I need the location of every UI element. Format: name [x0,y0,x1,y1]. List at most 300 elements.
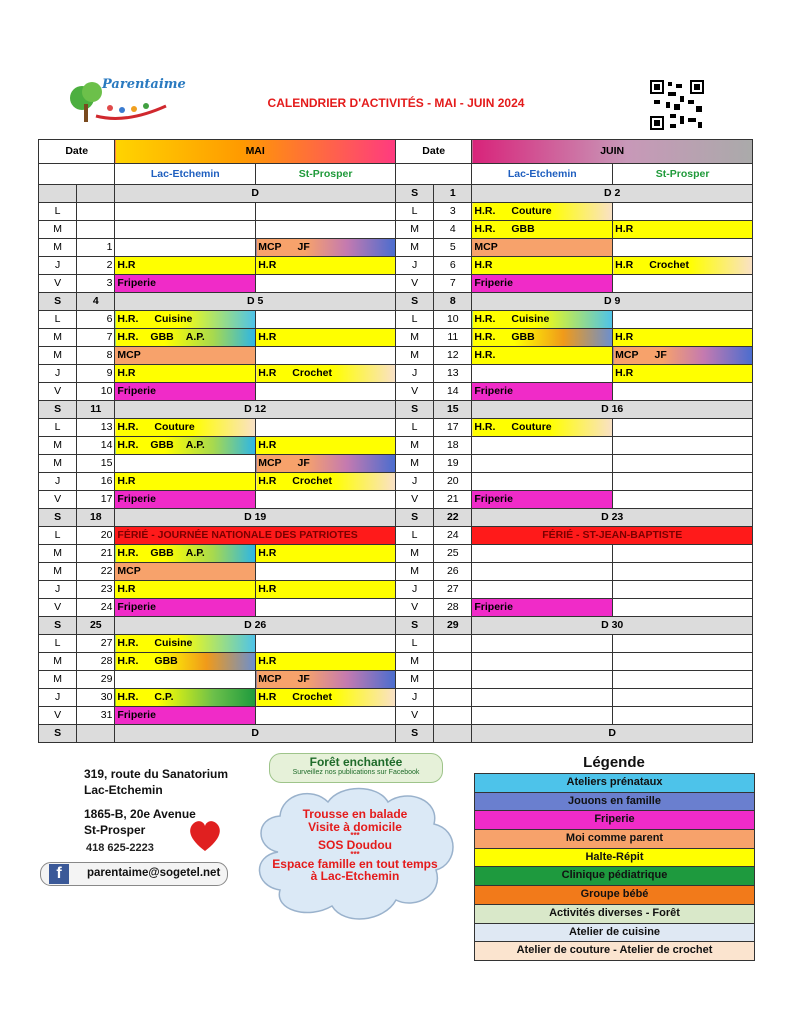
activity-part: H.R [474,259,493,271]
activity-part: MCP [474,241,498,253]
juin-stp-cell [613,707,753,725]
activity-part: H.R [117,583,136,595]
mai-weekday: M [39,671,77,689]
facebook-icon: f [49,864,69,884]
juin-stp-cell [613,455,753,473]
juin-lac-cell [472,473,613,491]
mai-lac-cell [115,707,256,725]
juin-lac-cell [472,329,613,347]
juin-stp-cell [613,545,753,563]
mai-lac-cell [115,275,256,293]
table-row [39,401,753,419]
mai-weekday: V [39,707,77,725]
foret-subtitle: Surveillez nos publications sur Facebook [292,769,420,776]
juin-weekday: S [395,725,433,743]
table-row [39,419,753,437]
juin-weekday: V [395,491,433,509]
activity-part: Cuisine [154,637,193,649]
activity-part: H.R [258,475,277,487]
juin-stp-cell [613,347,753,365]
address-line: 319, route du Sanatorium [84,767,229,781]
table-row [39,545,753,563]
juin-daynum: 4 [434,221,472,239]
activity-label [474,239,610,256]
activity-part: H.R. [474,331,496,343]
activity-part: H.R. [474,421,496,433]
juin-lac-cell [472,239,613,257]
mai-stp-cell [256,311,396,329]
juin-stp-cell [613,563,753,581]
juin-weekday: M [395,455,433,473]
mai-daynum: 2 [77,257,115,275]
mai-stp-cell [256,689,396,707]
mai-weekday: S [39,401,77,419]
juin-lac-cell [472,257,613,275]
juin-daynum: 28 [434,599,472,617]
mai-weekday: L [39,635,77,653]
address-lac-etchemin [84,766,228,798]
mai-daynum: 31 [77,707,115,725]
activity-part: H.R. [117,439,139,451]
activity-part: C.P. [154,691,174,703]
cloud-item: Visite à domicile [308,819,402,834]
activity-part: H.R [258,583,277,595]
mai-weekday: J [39,365,77,383]
mai-weekday: M [39,329,77,347]
mai-lac-cell [115,599,256,617]
mai-daynum: 14 [77,437,115,455]
activity-part: H.R [615,367,634,379]
mai-stp-cell [256,257,396,275]
mai-weekday: L [39,527,77,545]
activity-part: GBB [150,331,174,343]
mai-daynum: 4 [77,293,115,311]
mai-lac-cell [115,365,256,383]
mai-daynum: 27 [77,635,115,653]
activity-label [258,257,393,274]
activity-part: JF [654,349,667,361]
qr-code-icon [650,80,704,130]
activity-part: H.R [258,547,277,559]
table-row [39,293,753,311]
mai-lac-cell [115,257,256,275]
activity-label [258,653,393,670]
mai-weekday: J [39,473,77,491]
mai-stp-header: St-Prosper [256,164,396,185]
activity-part: H.R. [474,223,496,235]
mai-daynum: 8 [77,347,115,365]
juin-month-header: JUIN [472,140,753,164]
juin-daynum: 21 [434,491,472,509]
table-row [39,617,753,635]
activity-part: Friperie [474,277,513,289]
table-row [39,581,753,599]
activity-part: MCP [117,349,141,361]
activity-label [117,653,253,670]
mai-weekday: J [39,581,77,599]
activity-label [474,599,610,616]
cloud-item: Espace famille en tout temps [272,856,438,871]
juin-daynum [434,707,472,725]
juin-daynum: 12 [434,347,472,365]
table-row [39,455,753,473]
juin-weekday: S [395,401,433,419]
juin-lac-cell [472,671,613,689]
mai-stp-cell [256,383,396,401]
juin-lac-header: Lac-Etchemin [472,164,613,185]
juin-weekday: V [395,383,433,401]
table-row [39,185,753,203]
juin-stp-cell [613,635,753,653]
table-row [39,329,753,347]
mai-daynum: 9 [77,365,115,383]
activity-part: Friperie [117,493,156,505]
juin-daynum: 10 [434,311,472,329]
table-row [39,437,753,455]
juin-daynum [434,671,472,689]
activity-label [474,329,610,346]
legend-title: Légende [583,754,645,771]
activity-label [258,239,393,256]
cloud-separator: *** [350,849,360,859]
mai-daynum [77,725,115,743]
mai-weekday: M [39,239,77,257]
phone-number: 418 625-2223 [86,842,154,854]
activity-label [117,329,253,346]
mai-weekday: M [39,545,77,563]
juin-lac-cell [472,437,613,455]
juin-weekday: M [395,239,433,257]
mai-weekday: M [39,221,77,239]
mai-stp-cell [256,563,396,581]
juin-stp-cell [613,329,753,347]
activity-part: H.R [117,367,136,379]
juin-weekday: M [395,437,433,455]
juin-lac-cell [472,581,613,599]
logo-text: Parentaime [102,77,186,92]
address-line: St-Prosper [84,823,146,837]
mai-weekday [39,185,77,203]
activity-part: Couture [154,421,195,433]
juin-weekday: M [395,653,433,671]
mai-daynum: 23 [77,581,115,599]
mai-weekday: S [39,617,77,635]
activity-part: H.R [258,259,277,271]
activity-part: JF [297,241,310,253]
juin-stp-cell [613,257,753,275]
juin-daynum: 22 [434,509,472,527]
juin-weekday: L [395,311,433,329]
juin-daynum: 3 [434,203,472,221]
mai-lac-cell [115,473,256,491]
mai-daynum: 21 [77,545,115,563]
activity-label [258,473,393,490]
activity-part: Couture [511,421,552,433]
juin-stp-cell [613,491,753,509]
juin-weekday: J [395,473,433,491]
mai-stp-cell [256,491,396,509]
activity-part: A.P. [185,331,205,343]
juin-stp-cell [613,437,753,455]
activity-label [474,221,610,238]
juin-weekday: M [395,545,433,563]
juin-stp-cell [613,581,753,599]
activity-label [258,437,393,454]
mai-daynum: 15 [77,455,115,473]
mai-weekday: J [39,689,77,707]
juin-daynum: 6 [434,257,472,275]
activity-part: Crochet [649,259,689,271]
activity-label [117,581,253,598]
mai-weekday: V [39,383,77,401]
juin-weekday: S [395,509,433,527]
mai-stp-cell [256,203,396,221]
juin-lac-cell [472,419,613,437]
mai-lac-cell [115,329,256,347]
mai-daynum: 10 [77,383,115,401]
mai-stp-cell [256,671,396,689]
cloud-item: SOS Doudou [318,838,392,852]
mai-sunday: D 19 [115,509,396,527]
mai-sunday: D 5 [115,293,396,311]
cloud-separator: *** [350,831,360,840]
mai-lac-cell [115,239,256,257]
mai-daynum: 6 [77,311,115,329]
address-st-prosper [84,806,196,838]
mai-lac-cell [115,221,256,239]
activity-part: MCP [615,349,639,361]
mai-weekday: V [39,599,77,617]
activity-label [117,419,253,436]
mai-stp-cell [256,599,396,617]
juin-daynum: 18 [434,437,472,455]
juin-weekday: V [395,599,433,617]
activity-part: Crochet [292,691,332,703]
cloud-item: Trousse en balade [302,807,408,821]
mai-weekday: S [39,293,77,311]
activity-label [258,455,393,472]
activity-part: H.R. [474,313,496,325]
table-row [39,653,753,671]
activity-label [474,491,610,508]
mai-stp-cell [256,365,396,383]
table-row [39,671,753,689]
juin-sunday: D 2 [472,185,753,203]
activity-part: H.R [258,331,277,343]
mai-stp-cell [256,221,396,239]
mai-lac-cell [115,581,256,599]
facebook-contact[interactable] [40,862,228,886]
mai-lac-cell [115,671,256,689]
mai-daynum: 18 [77,509,115,527]
juin-stp-cell [613,653,753,671]
activity-label [117,311,253,328]
juin-lac-cell [472,545,613,563]
juin-weekday: L [395,203,433,221]
mai-daynum [77,221,115,239]
juin-stp-header: St-Prosper [613,164,753,185]
juin-lac-cell [472,455,613,473]
juin-weekday: J [395,365,433,383]
table-row [39,689,753,707]
mai-daynum: 16 [77,473,115,491]
mai-lac-cell [115,203,256,221]
activity-label [117,707,253,724]
mai-daynum: 7 [77,329,115,347]
mai-stp-cell [256,329,396,347]
mai-daynum: 20 [77,527,115,545]
activity-label [117,275,253,292]
activity-label [258,365,393,382]
table-row [39,707,753,725]
mai-lac-cell [115,689,256,707]
mai-lac-cell [115,653,256,671]
juin-weekday: L [395,419,433,437]
mai-daynum: 11 [77,401,115,419]
juin-stp-cell [613,599,753,617]
juin-daynum: 19 [434,455,472,473]
juin-stp-cell [613,419,753,437]
activity-part: Cuisine [511,313,550,325]
table-row [39,509,753,527]
activity-label [258,329,393,346]
mai-stp-cell [256,473,396,491]
activity-label [615,329,750,346]
activity-part: Friperie [117,709,156,721]
activity-part: H.R. [117,637,139,649]
mai-weekday: S [39,509,77,527]
juin-daynum: 8 [434,293,472,311]
mai-stp-cell [256,635,396,653]
juin-sunday: D [472,725,753,743]
juin-lac-cell [472,347,613,365]
mai-lac-cell [115,419,256,437]
table-row [39,365,753,383]
mai-weekday: V [39,491,77,509]
juin-lac-cell [472,653,613,671]
juin-daynum: 29 [434,617,472,635]
juin-daynum [434,653,472,671]
activity-label [615,347,750,364]
juin-lac-cell [472,635,613,653]
table-row [39,527,753,545]
juin-stp-cell [613,275,753,293]
page-title: CALENDRIER D'ACTIVITÉS - MAI - JUIN 2024 [267,96,525,110]
juin-holiday: FÉRIÉ - ST-JEAN-BAPTISTE [472,527,753,545]
table-row [39,257,753,275]
activity-part: H.R [258,439,277,451]
table-row [39,473,753,491]
mai-daynum: 1 [77,239,115,257]
juin-stp-cell [613,383,753,401]
activity-part: H.R [615,259,634,271]
mai-lac-cell [115,635,256,653]
mai-lac-cell [115,455,256,473]
juin-lac-cell [472,311,613,329]
cloud-text [248,808,462,883]
legend-item: Atelier de cuisine [475,924,754,943]
activity-label [258,581,393,598]
juin-lac-cell [472,221,613,239]
juin-weekday: J [395,689,433,707]
juin-daynum [434,635,472,653]
juin-lac-cell [472,689,613,707]
mai-daynum [77,203,115,221]
legend-item: Atelier de couture - Atelier de crochet [475,942,754,960]
activity-part: MCP [258,241,282,253]
mai-sunday: D 12 [115,401,396,419]
activity-label [117,347,253,364]
activity-label [117,563,253,580]
juin-lac-cell [472,599,613,617]
mai-lac-header: Lac-Etchemin [115,164,256,185]
activity-part: Crochet [292,475,332,487]
activity-part: H.R [258,655,277,667]
activity-label [117,635,253,652]
activity-part: GBB [150,547,174,559]
mai-lac-cell [115,545,256,563]
activity-label [474,203,610,220]
juin-daynum: 7 [434,275,472,293]
juin-daynum: 5 [434,239,472,257]
legend-item: Halte-Répit [475,849,754,868]
activity-part: H.R. [117,313,139,325]
calendar-table [38,139,753,743]
activity-label [474,275,610,292]
mai-weekday: M [39,437,77,455]
activity-label [474,311,610,328]
mai-weekday: L [39,311,77,329]
juin-daynum: 1 [434,185,472,203]
mai-daynum: 17 [77,491,115,509]
mai-lac-cell [115,437,256,455]
activity-label [474,419,610,436]
table-row [39,599,753,617]
juin-stp-cell [613,689,753,707]
juin-weekday: M [395,329,433,347]
heart-icon [185,815,225,855]
table-row [39,275,753,293]
mai-stp-cell [256,239,396,257]
mai-lac-cell [115,563,256,581]
juin-weekday: M [395,347,433,365]
juin-weekday: M [395,221,433,239]
mai-blank-header [39,164,115,185]
activity-part: MCP [258,457,282,469]
juin-stp-cell [613,365,753,383]
juin-daynum: 14 [434,383,472,401]
activity-label [258,545,393,562]
activity-label [615,365,750,382]
activity-part: GBB [511,331,535,343]
mai-date-header: Date [39,140,115,164]
activity-part: MCP [117,565,141,577]
activity-label [117,545,253,562]
juin-weekday: V [395,707,433,725]
mai-stp-cell [256,275,396,293]
mai-weekday: S [39,725,77,743]
activity-part: H.R [615,331,634,343]
table-row [39,203,753,221]
mai-weekday: M [39,653,77,671]
email-link[interactable]: parentaime@sogetel.net [87,867,221,879]
activity-part: GBB [150,439,174,451]
juin-daynum [434,725,472,743]
activity-part: H.R. [117,691,139,703]
juin-stp-cell [613,671,753,689]
activity-label [258,671,393,688]
activity-part: A.P. [185,547,205,559]
